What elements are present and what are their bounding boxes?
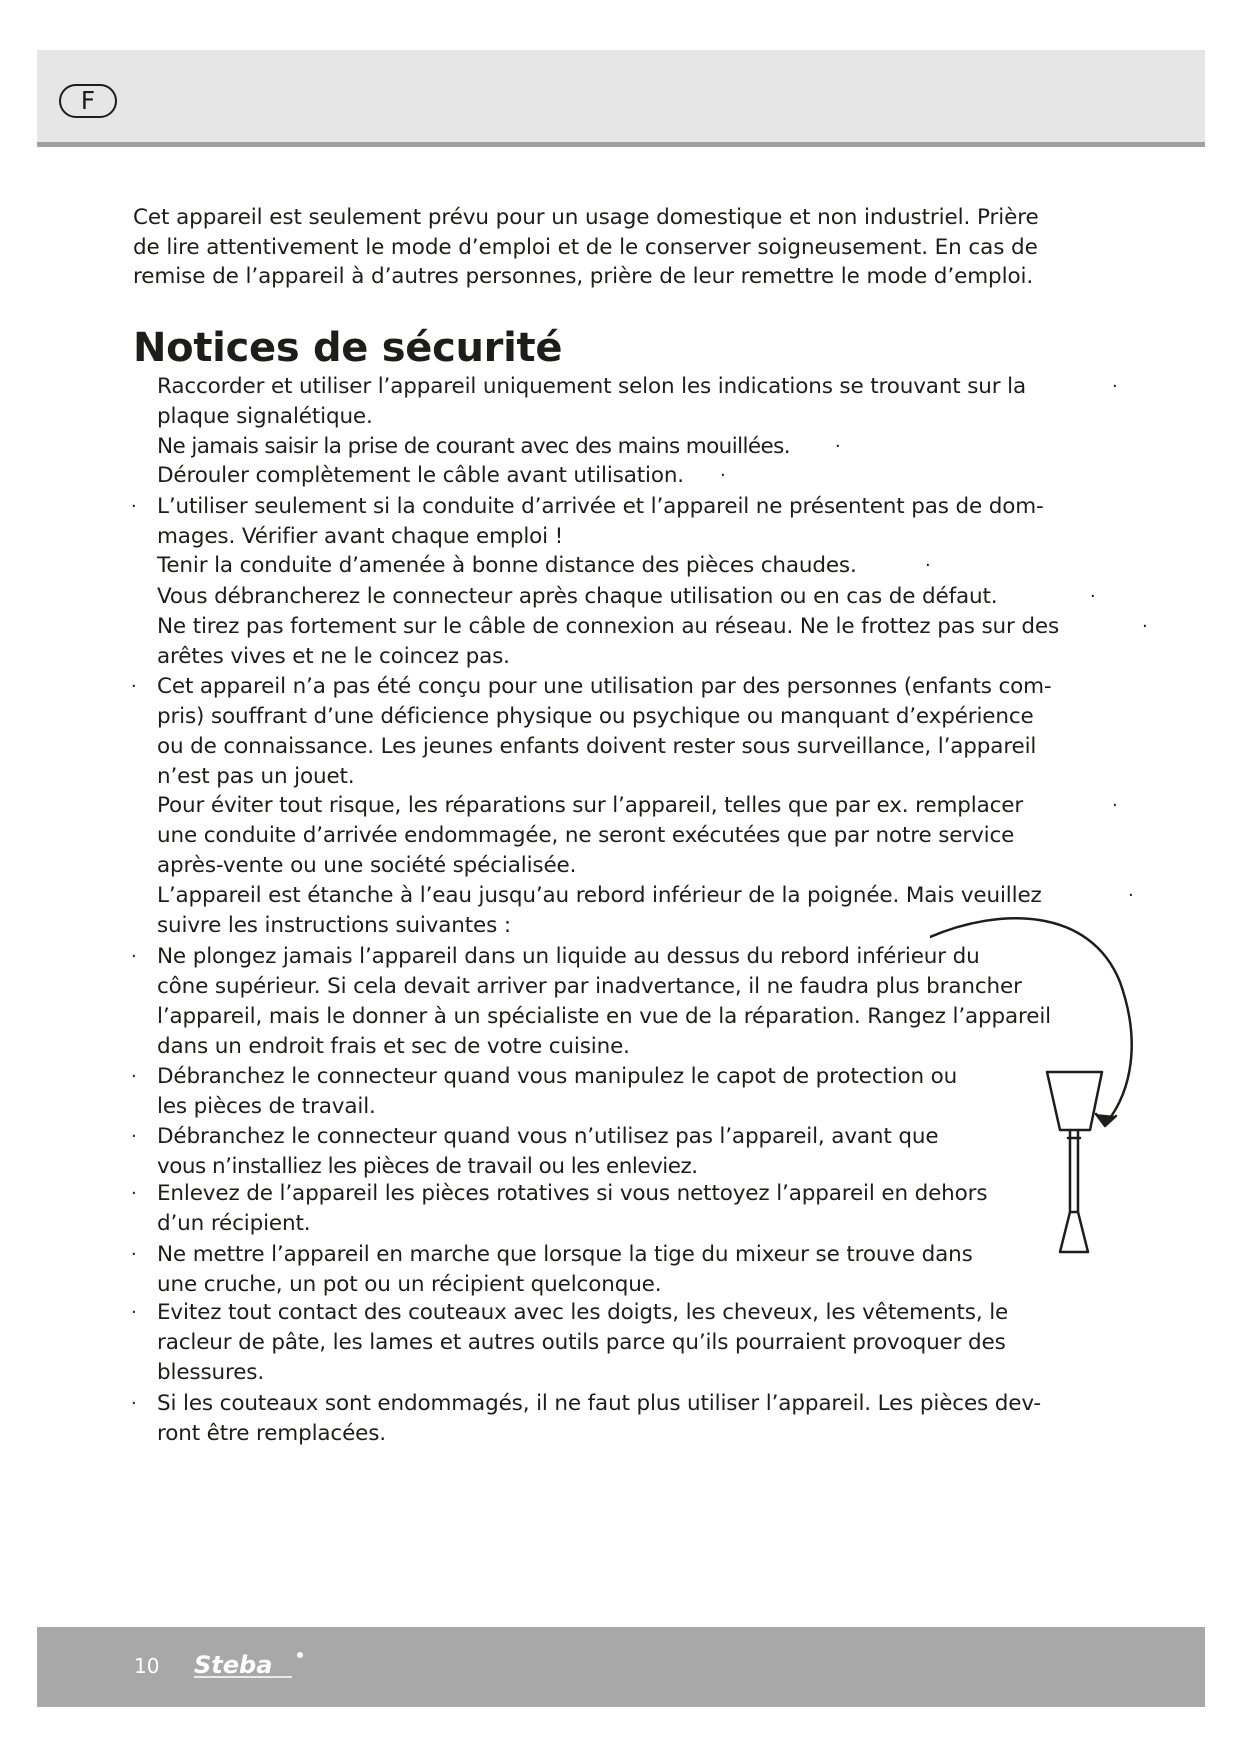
list-item	[157, 582, 997, 612]
item-line: racleur de pâte, les lames et autres outils parce qu’ils pourraient provoquer des	[157, 1330, 1006, 1355]
bullet-dot: ·	[1112, 376, 1118, 397]
bullet-dot: ·	[131, 1302, 137, 1323]
item-line: mages. Vérifier avant chaque emploi !	[157, 524, 564, 549]
list-item	[157, 1389, 1041, 1449]
list-item	[157, 1062, 957, 1122]
item-line: n’est pas un jouet.	[157, 764, 355, 789]
item-line: arêtes vives et ne le coincez pas.	[157, 644, 510, 669]
logo-wordmark: Steba	[194, 1651, 273, 1679]
page-number: 10	[134, 1654, 160, 1678]
item-line: Enlevez de l’appareil les pièces rotatives si vous nettoyez l’appareil en dehors	[157, 1181, 988, 1206]
item-line: les pièces de travail.	[157, 1094, 376, 1119]
list-item	[157, 1240, 973, 1300]
language-badge: F	[59, 84, 117, 118]
item-line: plaque signalétique.	[157, 404, 373, 429]
list-item	[157, 551, 857, 581]
item-line: blessures.	[157, 1360, 265, 1385]
list-item	[157, 432, 790, 462]
bullet-dot: ·	[131, 1066, 137, 1087]
item-line: vous n’installiez les pièces de travail ou les enleviez.	[157, 1154, 698, 1179]
item-line: Débranchez le connecteur quand vous n’utilisez pas l’appareil, avant que	[157, 1124, 939, 1149]
list-item	[157, 492, 1044, 552]
curved-arrow-line	[930, 918, 1132, 1124]
bullet-dot: ·	[925, 555, 931, 576]
item-line: Evitez tout contact des couteaux avec les doigts, les cheveux, les vêtements, le	[157, 1300, 1009, 1325]
item-line: après-vente ou une société spécialisée.	[157, 853, 577, 878]
item-line: Tenir la conduite d’amenée à bonne distance des pièces chaudes.	[157, 553, 857, 578]
blender-top-cone	[1047, 1072, 1102, 1130]
bullet-dot: ·	[131, 1244, 137, 1265]
footer-bar	[37, 1627, 1205, 1707]
bullet-dot: ·	[131, 496, 137, 517]
item-line: une cruche, un pot ou un récipient quelconque.	[157, 1272, 662, 1297]
item-line: une conduite d’arrivée endommagée, ne seront exécutées que par notre service	[157, 823, 1015, 848]
blender-immersion-illustration	[930, 912, 1170, 1292]
item-line: d’un récipient.	[157, 1211, 311, 1236]
intro-line: de lire attentivement le mode d’emploi et de le conserver soigneusement. En cas de	[133, 234, 1038, 260]
steba-logo	[192, 1647, 312, 1687]
item-line: Raccorder et utiliser l’appareil uniquement selon les indications se trouvant sur la	[157, 374, 1027, 399]
arrow-head	[1096, 1114, 1116, 1126]
list-item	[157, 372, 1026, 432]
item-line: Si les couteaux sont endommagés, il ne faut plus utiliser l’appareil. Les pièces dev-	[157, 1391, 1041, 1416]
list-item	[157, 612, 1059, 672]
list-item	[157, 461, 684, 491]
list-item	[157, 1179, 987, 1239]
bullet-dot: ·	[1128, 885, 1134, 906]
bullet-dot: ·	[1112, 795, 1118, 816]
item-line: Ne mettre l’appareil en marche que lorsque la tige du mixeur se trouve dans	[157, 1242, 973, 1267]
item-line: l’appareil, mais le donner à un spécialiste en vue de la réparation. Rangez l’appareil	[157, 1004, 1051, 1029]
bullet-dot: ·	[131, 1183, 137, 1204]
item-line: Dérouler complètement le câble avant utilisation.	[157, 463, 684, 488]
bullet-dot: ·	[720, 465, 726, 486]
intro-line: remise de l’appareil à d’autres personnes, prière de leur remettre le mode d’emploi.	[133, 264, 1034, 289]
bullet-dot: ·	[1090, 586, 1096, 607]
item-line: L’appareil est étanche à l’eau jusqu’au rebord inférieur de la poignée. Mais veuillez	[157, 883, 1042, 908]
list-item	[157, 942, 1051, 1062]
item-line: suivre les instructions suivantes :	[157, 913, 511, 938]
bullet-dot: ·	[835, 436, 841, 457]
item-line: Ne jamais saisir la prise de courant avec des mains mouillées.	[157, 434, 790, 459]
list-item	[157, 1122, 938, 1182]
item-line: Ne plongez jamais l’appareil dans un liquide au dessus du rebord inférieur du	[157, 944, 980, 969]
item-line: pris) souffrant d’une déficience physique ou psychique ou manquant d’expérience	[157, 704, 1034, 729]
item-line: Débranchez le connecteur quand vous manipulez le capot de protection ou	[157, 1064, 958, 1089]
blender-foot	[1060, 1212, 1088, 1252]
item-line: cône supérieur. Si cela devait arriver par inadvertance, il ne faudra plus brancher	[157, 974, 1022, 999]
item-line: ou de connaissance. Les jeunes enfants doivent rester sous surveillance, l’appareil	[157, 734, 1037, 759]
list-item	[157, 1298, 1008, 1388]
list-item	[157, 672, 1052, 792]
item-line: L’utiliser seulement si la conduite d’arrivée et l’appareil ne présentent pas de dom-	[157, 494, 1044, 519]
item-line: Vous débrancherez le connecteur après chaque utilisation ou en cas de défaut.	[157, 584, 998, 609]
list-item	[157, 881, 1042, 941]
item-line: Cet appareil n’a pas été conçu pour une utilisation par des personnes (enfants com-	[157, 674, 1052, 699]
bullet-dot: ·	[131, 946, 137, 967]
list-item	[157, 791, 1023, 881]
item-line: dans un endroit frais et sec de votre cuisine.	[157, 1034, 630, 1059]
bullet-dot: ·	[1142, 616, 1148, 637]
page-title: Notices de sécurité	[133, 325, 563, 371]
item-line: Ne tirez pas fortement sur le câble de connexion au réseau. Ne le frottez pas sur des	[157, 614, 1060, 639]
bullet-dot: ·	[131, 1126, 137, 1147]
item-line: Pour éviter tout risque, les réparations sur l’appareil, telles que par ex. remplacer	[157, 793, 1024, 818]
item-line: ront être remplacées.	[157, 1421, 386, 1446]
bullet-dot: ·	[131, 676, 137, 697]
bullet-dot: ·	[131, 1393, 137, 1414]
intro-line: Cet appareil est seulement prévu pour un usage domestique et non industriel. Prière	[133, 205, 1039, 230]
